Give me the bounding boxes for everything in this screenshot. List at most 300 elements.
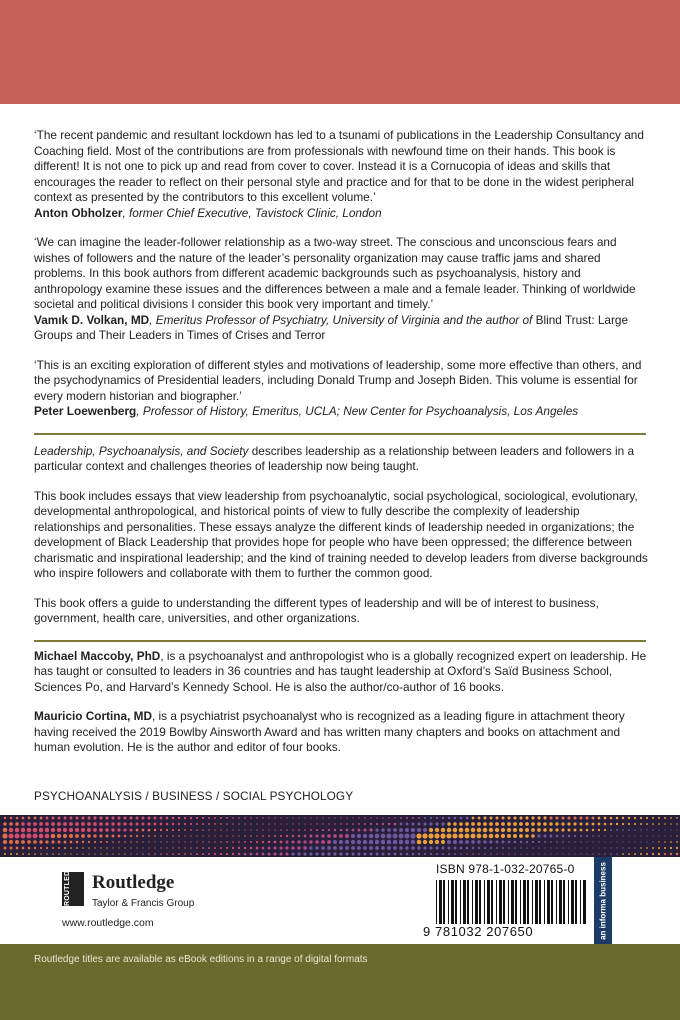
halftone-dot	[495, 834, 499, 838]
halftone-dot	[105, 822, 109, 826]
description-paragraph	[34, 596, 648, 627]
halftone-dot	[172, 847, 173, 848]
halftone-dot	[404, 833, 409, 838]
halftone-dot	[658, 841, 660, 843]
halftone-dot	[154, 829, 156, 831]
attribution-name: Vamık D. Volkan, MD	[34, 312, 150, 327]
halftone-dot	[502, 853, 503, 854]
halftone-dot	[298, 829, 300, 831]
halftone-dot	[232, 817, 234, 819]
halftone-dot	[262, 829, 263, 830]
halftone-dot	[154, 835, 156, 837]
quote-text: ‘This is an exciting exploration of different styles and motivations of leadership, some more effective than others, and the psychodynamics of Presidential leaders, including Donald Trump and Joseph Biden. This volume is essential for every modern historian and biographer.’	[34, 357, 642, 403]
halftone-dot	[136, 841, 137, 842]
halftone-dot	[105, 834, 108, 837]
halftone-dot	[46, 847, 48, 849]
halftone-dot	[412, 853, 414, 855]
halftone-dot	[628, 823, 630, 825]
halftone-dot	[460, 847, 463, 850]
halftone-dot	[304, 829, 306, 831]
halftone-dot	[82, 841, 84, 843]
halftone-dot	[297, 852, 300, 855]
halftone-dot	[370, 853, 373, 856]
halftone-dot	[315, 846, 319, 850]
halftone-dot	[136, 835, 138, 837]
halftone-dot	[172, 835, 173, 836]
halftone-dot	[598, 835, 600, 837]
halftone-dot	[184, 823, 186, 825]
halftone-dot	[513, 816, 516, 819]
halftone-dot	[244, 823, 245, 824]
halftone-dot	[604, 823, 607, 826]
halftone-dot	[447, 828, 451, 832]
halftone-dot	[226, 829, 227, 830]
halftone-dot	[622, 841, 623, 842]
halftone-dot	[57, 834, 61, 838]
attribution-name: Peter Loewenberg	[34, 404, 137, 418]
halftone-dot	[88, 841, 90, 843]
halftone-dot	[363, 828, 366, 831]
halftone-dot	[496, 853, 497, 854]
halftone-dot	[580, 829, 583, 832]
halftone-dot	[478, 817, 481, 820]
halftone-dot	[658, 835, 659, 836]
halftone-dot	[375, 828, 378, 831]
halftone-dot	[184, 829, 186, 831]
halftone-dot	[676, 835, 677, 836]
halftone-dot	[507, 822, 511, 826]
halftone-dot	[550, 853, 551, 854]
publisher-website[interactable]: www.routledge.com	[62, 917, 154, 929]
halftone-dot	[471, 828, 476, 833]
halftone-dot	[39, 840, 42, 843]
halftone-dot	[202, 817, 204, 819]
halftone-dot	[670, 847, 672, 849]
halftone-dot	[520, 853, 521, 854]
halftone-dot	[622, 835, 623, 836]
halftone-dot	[440, 833, 445, 838]
halftone-dot	[297, 840, 300, 843]
halftone-dot	[351, 834, 355, 838]
halftone-dot	[45, 834, 50, 839]
halftone-dot	[640, 841, 641, 842]
halftone-dot	[292, 835, 294, 837]
halftone-dot	[454, 847, 457, 850]
halftone-dot	[398, 833, 403, 838]
halftone-dot	[328, 829, 330, 831]
halftone-dot	[172, 823, 174, 825]
halftone-dot	[405, 828, 409, 832]
halftone-dot	[304, 835, 307, 838]
halftone-dot	[562, 853, 563, 854]
halftone-dot	[130, 847, 131, 848]
halftone-dot	[501, 816, 504, 819]
halftone-dot	[628, 847, 630, 849]
halftone-dot	[496, 847, 498, 849]
halftone-dot	[45, 840, 48, 843]
halftone-dot	[111, 828, 114, 831]
quote-block	[34, 128, 648, 221]
halftone-dot	[471, 840, 475, 844]
halftone-dot	[466, 847, 469, 850]
quote-text: ‘We can imagine the leader-follower relationship as a two-way street. The conscious and unconscious fears and wishes of followers and the nature of the leader’s personality organization may cause traffic jams and shared problems. In this book authors from different academic backgrounds such as psychoanalysis, history and anthropology examine these issues and the differences between a male and a female leader. Thinking of worldwide societal and political divisions I consider this book very important and timely.’	[34, 235, 636, 311]
halftone-dot	[670, 829, 671, 830]
halftone-dot	[352, 817, 353, 818]
halftone-dot	[286, 817, 287, 818]
description-paragraph	[34, 489, 648, 582]
halftone-dot	[112, 835, 115, 838]
halftone-dot	[435, 846, 438, 849]
halftone-dot	[22, 853, 24, 855]
halftone-dot	[400, 823, 403, 826]
halftone-dot	[416, 833, 421, 838]
halftone-dot	[160, 817, 163, 820]
halftone-dot	[256, 823, 257, 824]
halftone-dot	[628, 853, 630, 855]
halftone-dot	[142, 817, 145, 820]
halftone-dot	[220, 817, 222, 819]
halftone-dot	[322, 823, 323, 824]
halftone-dot	[501, 828, 505, 832]
halftone-dot	[160, 835, 162, 837]
routledge-logo-mark: ROUTLEDGE	[62, 872, 84, 906]
halftone-dot	[190, 823, 192, 825]
halftone-dot	[339, 846, 343, 850]
halftone-dot	[424, 817, 426, 819]
halftone-dot	[93, 828, 97, 832]
halftone-dot	[676, 829, 677, 830]
barcode-bar	[499, 880, 502, 924]
subject-category: PSYCHOANALYSIS / BUSINESS / SOCIAL PSYCHOLOGY	[34, 789, 354, 803]
halftone-dot	[57, 816, 60, 819]
halftone-dot	[555, 822, 558, 825]
halftone-dot	[70, 847, 72, 849]
halftone-dot	[646, 829, 647, 830]
halftone-dot	[250, 823, 251, 824]
halftone-dot	[303, 846, 306, 849]
halftone-dot	[220, 841, 222, 843]
halftone-dot	[417, 828, 421, 832]
halftone-dot	[100, 841, 102, 843]
halftone-dot	[363, 846, 367, 850]
halftone-dot	[370, 817, 372, 819]
halftone-dot	[202, 847, 204, 849]
halftone-dot	[478, 847, 480, 849]
halftone-dot	[111, 816, 114, 819]
halftone-dot	[598, 841, 599, 842]
halftone-dot	[525, 816, 528, 819]
barcode-bar	[580, 880, 581, 924]
halftone-dot	[226, 853, 228, 855]
halftone-dot	[226, 841, 228, 843]
halftone-dot	[550, 841, 552, 843]
halftone-dot	[448, 817, 451, 820]
halftone-dot	[69, 822, 73, 826]
halftone-dot	[190, 817, 192, 819]
halftone-dot	[208, 835, 209, 836]
halftone-dot	[262, 853, 265, 856]
halftone-dot	[436, 817, 438, 819]
halftone-dot	[592, 835, 594, 837]
halftone-dot	[166, 823, 169, 826]
halftone-dot	[321, 852, 324, 855]
halftone-dot	[640, 847, 642, 849]
halftone-dot	[297, 846, 300, 849]
halftone-dot	[3, 828, 7, 832]
halftone-dot	[442, 853, 444, 855]
halftone-dot	[634, 853, 636, 855]
halftone-dot	[93, 816, 96, 819]
halftone-dot	[670, 853, 672, 855]
quote-attribution	[34, 404, 648, 420]
halftone-dot	[196, 847, 198, 849]
halftone-dot	[285, 846, 288, 849]
halftone-dot	[196, 835, 197, 836]
halftone-dot	[484, 847, 486, 849]
halftone-dot	[172, 841, 173, 842]
barcode-bar	[539, 880, 541, 924]
halftone-dot	[640, 817, 642, 819]
halftone-dot	[286, 835, 288, 837]
halftone-dot	[196, 829, 198, 831]
halftone-dot	[166, 817, 169, 820]
halftone-dot	[628, 829, 630, 831]
halftone-dot	[40, 847, 42, 849]
halftone-dot	[148, 853, 149, 854]
halftone-dot	[550, 835, 553, 838]
halftone-dot	[142, 853, 143, 854]
halftone-dot	[93, 834, 96, 837]
halftone-dot	[220, 853, 222, 855]
halftone-dot	[316, 817, 317, 818]
halftone-dot	[208, 853, 210, 855]
halftone-dot	[586, 823, 589, 826]
halftone-dot	[526, 847, 528, 849]
halftone-dot	[573, 822, 576, 825]
halftone-dot	[321, 840, 325, 844]
halftone-dot	[310, 817, 311, 818]
halftone-dot	[291, 846, 294, 849]
halftone-dot	[556, 835, 559, 838]
halftone-dot	[130, 829, 133, 832]
halftone-dot	[465, 840, 469, 844]
halftone-dot	[154, 817, 157, 820]
halftone-dot	[357, 840, 361, 844]
halftone-dot	[51, 822, 55, 826]
halftone-dot	[333, 852, 336, 855]
halftone-dot	[520, 841, 522, 843]
halftone-dot	[214, 829, 215, 830]
halftone-dot	[460, 817, 463, 820]
halftone-dot	[208, 823, 210, 825]
halftone-dot	[328, 817, 329, 818]
halftone-dot	[598, 829, 600, 831]
halftone-dot	[82, 847, 84, 849]
halftone-dot	[375, 834, 380, 839]
halftone-dot	[351, 852, 354, 855]
halftone-dot	[387, 834, 392, 839]
halftone-dot	[441, 822, 444, 825]
halftone-dot	[442, 817, 444, 819]
description-text: describes leadership as a relationship between leaders and followers in a particular context and challenges theories of leadership now being taught.	[34, 443, 635, 473]
halftone-dot	[309, 852, 312, 855]
barcode-bar	[515, 880, 517, 924]
halftone-dot	[166, 847, 167, 848]
halftone-dot	[489, 828, 493, 832]
halftone-dot	[166, 835, 168, 837]
halftone-dot	[16, 853, 18, 855]
publisher-name: Routledge	[92, 872, 175, 893]
halftone-dot	[477, 840, 480, 843]
halftone-dot	[28, 847, 31, 850]
halftone-dot	[22, 817, 25, 820]
halftone-dot	[75, 822, 79, 826]
halftone-dot	[220, 847, 222, 849]
halftone-dot	[51, 840, 54, 843]
attribution-role: , former Chief Executive, Tavistock Clinic, London	[122, 205, 382, 220]
halftone-dot	[154, 847, 155, 848]
halftone-dot	[670, 823, 672, 825]
halftone-dot	[76, 853, 77, 854]
barcode-bar	[496, 880, 497, 924]
halftone-dot	[268, 847, 271, 850]
halftone-dot	[664, 817, 666, 819]
halftone-dot	[340, 823, 342, 825]
halftone-dot	[604, 817, 607, 820]
halftone-dot	[477, 834, 482, 839]
halftone-dot	[75, 816, 78, 819]
halftone-dot	[87, 828, 91, 832]
halftone-dot	[507, 816, 510, 819]
halftone-dot	[417, 822, 420, 825]
halftone-dot	[496, 817, 499, 820]
halftone-dot	[574, 847, 575, 848]
halftone-dot	[39, 822, 43, 826]
halftone-dot	[57, 822, 61, 826]
halftone-dot	[328, 823, 330, 825]
halftone-dot	[508, 847, 510, 849]
halftone-dot	[64, 847, 66, 849]
halftone-dot	[196, 841, 197, 842]
halftone-dot	[238, 841, 240, 843]
halftone-dot	[2, 833, 7, 838]
halftone-dot	[63, 828, 67, 832]
halftone-dot	[262, 841, 264, 843]
halftone-dot	[130, 835, 132, 837]
halftone-dot	[424, 853, 426, 855]
halftone-dot	[202, 829, 204, 831]
informa-text: an informa business	[598, 861, 608, 940]
halftone-dot	[376, 817, 378, 819]
halftone-dot	[537, 834, 540, 837]
halftone-dot	[634, 817, 636, 819]
halftone-dot	[448, 853, 450, 855]
halftone-dot	[664, 853, 666, 855]
halftone-dot	[658, 817, 660, 819]
halftone-dot	[430, 853, 432, 855]
halftone-dot	[514, 841, 517, 844]
barcode-bar	[443, 880, 445, 924]
halftone-dot	[94, 853, 95, 854]
halftone-dot	[15, 828, 20, 833]
halftone-dot	[381, 840, 385, 844]
halftone-dot	[33, 834, 38, 839]
halftone-dot	[75, 828, 79, 832]
barcode-bar	[520, 880, 521, 924]
halftone-dot	[376, 823, 378, 825]
halftone-dot	[447, 840, 451, 844]
halftone-dot	[580, 847, 581, 848]
halftone-dot	[555, 816, 558, 819]
halftone-dot	[616, 853, 618, 855]
barcode-icon	[436, 880, 586, 924]
halftone-dot	[610, 817, 613, 820]
halftone-dot	[166, 829, 168, 831]
halftone-dot	[268, 829, 269, 830]
halftone-dot	[298, 817, 299, 818]
halftone-dot	[123, 816, 126, 819]
halftone-dot	[298, 823, 299, 824]
halftone-dot	[382, 853, 385, 856]
halftone-dot	[604, 835, 606, 837]
halftone-dot	[232, 847, 234, 849]
halftone-dot	[423, 828, 427, 832]
halftone-dot	[27, 828, 32, 833]
halftone-dot	[220, 835, 221, 836]
barcode-bar	[479, 880, 481, 924]
halftone-dot	[232, 841, 234, 843]
halftone-dot	[472, 847, 474, 849]
halftone-dot	[411, 846, 414, 849]
halftone-dot	[345, 852, 348, 855]
halftone-dot	[327, 846, 331, 850]
halftone-dot	[148, 847, 149, 848]
halftone-dot	[418, 853, 420, 855]
halftone-dot	[27, 840, 31, 844]
halftone-dot	[76, 841, 79, 844]
quote-block	[34, 235, 648, 344]
halftone-dot	[292, 823, 293, 824]
halftone-dot	[513, 828, 517, 832]
halftone-dot	[160, 823, 163, 826]
description-text: This book offers a guide to understanding the different types of leadership and will be of interest to business, government, health care, universities, and other organizations.	[34, 595, 599, 625]
halftone-dot	[549, 816, 552, 819]
halftone-dot	[508, 853, 509, 854]
halftone-dot	[483, 840, 486, 843]
halftone-dot	[646, 853, 648, 855]
author-name: Mauricio Cortina, MD	[34, 709, 152, 723]
halftone-dot	[309, 846, 313, 850]
halftone-dot	[135, 822, 138, 825]
halftone-dot	[417, 840, 421, 844]
halftone-dot	[58, 847, 60, 849]
halftone-dot	[652, 829, 653, 830]
halftone-dot	[579, 822, 582, 825]
barcode-bar	[532, 880, 533, 924]
halftone-dot	[226, 823, 228, 825]
halftone-dot	[658, 853, 660, 855]
halftone-dot	[226, 835, 227, 836]
halftone-dot	[142, 835, 144, 837]
halftone-dot	[105, 828, 109, 832]
halftone-dot	[586, 841, 587, 842]
halftone-dot	[160, 841, 161, 842]
barcode-digits: 9 781032 207650	[423, 924, 534, 939]
halftone-dot	[316, 829, 318, 831]
halftone-dot	[310, 823, 311, 824]
halftone-dot	[322, 817, 323, 818]
halftone-dot	[339, 840, 343, 844]
